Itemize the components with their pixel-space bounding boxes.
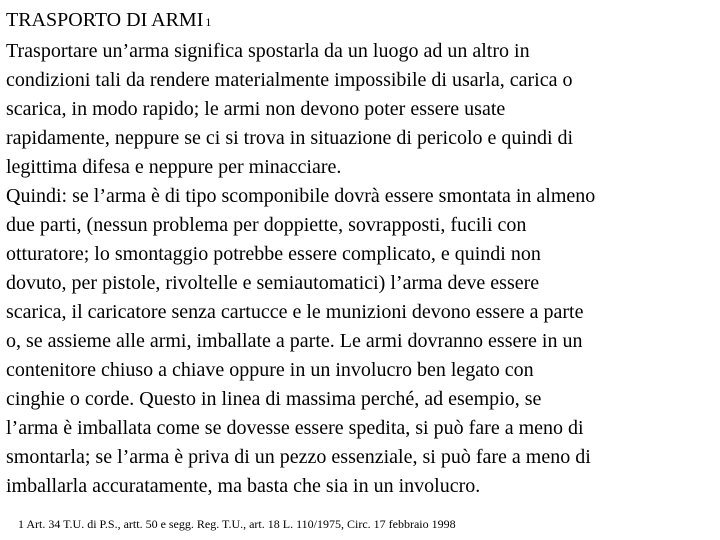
text-line: due parti, (nessun problema per doppiette, sovrapposti, fucili con — [6, 214, 527, 236]
text-line: cinghie o corde. Questo in linea di massima perché, ad esempio, se — [6, 388, 542, 410]
text-line: l’arma è imballata come se dovesse essere spedita, si può fare a meno di — [6, 417, 584, 439]
paragraph-instructions — [6, 182, 718, 501]
text-line: smontarla; se l’arma è priva di un pezzo essenziale, si può fare a meno di — [6, 446, 591, 468]
text-line: Quindi: se l’arma è di tipo scomponibile dovrà essere smontata in almeno — [6, 185, 596, 207]
text-line: condizioni tali da rendere materialmente impossibile di usarla, carica o — [6, 69, 573, 91]
text-line: Trasportare un’arma significa spostarla da un luogo ad un altro in — [6, 40, 530, 62]
document-title: TRASPORTO DI ARMI — [6, 9, 204, 31]
footnote-reference: 1 — [205, 15, 212, 29]
text-line: dovuto, per pistole, rivoltelle e semiautomatici) l’arma deve essere — [6, 272, 540, 294]
footnote: 1 Art. 34 T.U. di P.S., artt. 50 e segg. Reg. T.U., art. 18 L. 110/1975, Circ. 17 febbraio 1998 — [18, 517, 456, 531]
text-line: scarica, il caricatore senza cartucce e le munizioni devono essere a parte — [6, 301, 584, 323]
text-line: imballarla accuratamente, ma basta che sia in un involucro. — [6, 475, 481, 497]
document-title-row — [6, 6, 718, 37]
text-line: scarica, in modo rapido; le armi non devono poter essere usate — [6, 98, 506, 120]
text-line: rapidamente, neppure se ci si trova in situazione di pericolo e quindi di — [6, 127, 574, 149]
document-page — [6, 6, 718, 501]
paragraph-definition — [6, 37, 718, 182]
text-line: o, se assieme alle armi, imballate a parte. Le armi dovranno essere in un — [6, 330, 583, 352]
text-line: otturatore; lo smontaggio potrebbe essere complicato, e quindi non — [6, 243, 541, 265]
text-line: legittima difesa e neppure per minacciare. — [6, 156, 342, 178]
text-line: contenitore chiuso a chiave oppure in un involucro ben legato con — [6, 359, 534, 381]
